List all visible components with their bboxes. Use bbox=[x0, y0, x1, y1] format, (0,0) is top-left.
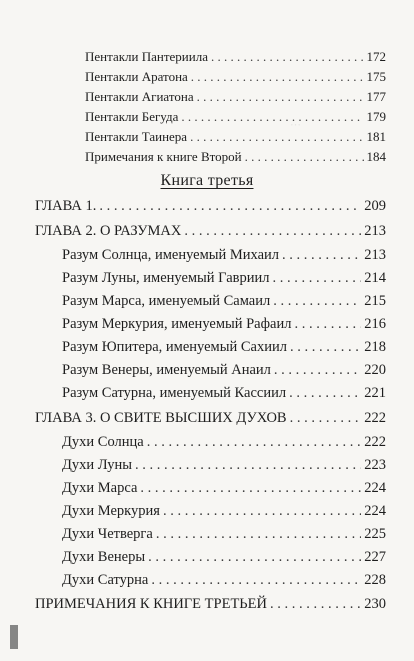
dot-leader bbox=[211, 49, 364, 65]
toc-entry-page: 227 bbox=[364, 549, 386, 565]
toc-entry[interactable] bbox=[62, 385, 386, 402]
toc-entry-page: 181 bbox=[366, 129, 386, 144]
dot-leader bbox=[156, 526, 361, 543]
dot-leader bbox=[245, 149, 364, 165]
toc-entry-page: 220 bbox=[364, 362, 386, 378]
dot-leader bbox=[294, 316, 361, 333]
toc-entry-label: Пентакли Бегуда bbox=[85, 109, 179, 124]
dot-leader bbox=[151, 572, 361, 589]
toc-entry[interactable] bbox=[62, 549, 386, 566]
toc-entry-label: Пентакли Пантериила bbox=[85, 49, 208, 64]
toc-entry[interactable] bbox=[85, 49, 386, 65]
book-three-heading: Книга третья bbox=[160, 172, 254, 189]
dot-leader bbox=[190, 129, 363, 145]
toc-entry[interactable] bbox=[62, 362, 386, 379]
toc-entry-label: Разум Юпитера, именуемый Сахиил bbox=[62, 339, 287, 355]
dot-leader bbox=[290, 410, 362, 427]
toc-entry[interactable] bbox=[85, 129, 386, 145]
dot-leader bbox=[140, 480, 361, 497]
toc-entry-label: Духи Четверга bbox=[62, 526, 153, 542]
dot-leader bbox=[197, 89, 364, 105]
toc-entry-page: 228 bbox=[364, 572, 386, 588]
toc-entry[interactable] bbox=[85, 109, 386, 125]
toc-entry-page: 225 bbox=[364, 526, 386, 542]
toc-entry-label: Духи Меркурия bbox=[62, 503, 160, 519]
dot-leader bbox=[181, 109, 363, 125]
toc-entry[interactable] bbox=[62, 247, 386, 264]
toc-entry-label: Духи Сатурна bbox=[62, 572, 149, 588]
toc-entry[interactable] bbox=[62, 480, 386, 497]
toc-entry-page: 223 bbox=[364, 457, 386, 473]
toc-entry[interactable] bbox=[62, 457, 386, 474]
toc-entry[interactable] bbox=[62, 526, 386, 543]
toc-entry-label: Пентакли Аратона bbox=[85, 69, 188, 84]
toc-entry-label: Пентакли Таинера bbox=[85, 129, 188, 144]
toc-chapter-page: 222 bbox=[364, 410, 386, 426]
toc-entry[interactable] bbox=[85, 69, 386, 85]
toc-entry-page: 224 bbox=[364, 503, 386, 519]
toc-entry[interactable] bbox=[62, 434, 386, 451]
dot-leader bbox=[99, 198, 361, 215]
toc-entry-label: Духи Марса bbox=[62, 480, 138, 496]
toc-chapter-label: ГЛАВА 3. О СВИТЕ ВЫСШИХ ДУХОВ bbox=[35, 410, 287, 426]
dot-leader bbox=[270, 596, 361, 613]
toc-entry-page: 179 bbox=[366, 109, 386, 124]
toc-entry-label: Разум Венеры, именуемый Анаил bbox=[62, 362, 271, 378]
toc-entry[interactable] bbox=[62, 339, 386, 356]
toc-entry-page: 218 bbox=[364, 339, 386, 355]
toc-entry-page: 216 bbox=[364, 316, 386, 332]
toc-chapter-3[interactable] bbox=[35, 410, 386, 427]
toc-chapter-page: 213 bbox=[364, 223, 386, 239]
toc-entry-page: 222 bbox=[364, 434, 386, 450]
toc-entry-page: 184 bbox=[366, 149, 386, 164]
dot-leader bbox=[148, 549, 361, 566]
toc-entry-page: 224 bbox=[364, 480, 386, 496]
toc-entry-page: 215 bbox=[364, 293, 386, 309]
dot-leader bbox=[135, 457, 361, 474]
toc-entry[interactable] bbox=[62, 316, 386, 333]
dot-leader bbox=[147, 434, 362, 451]
dot-leader bbox=[273, 293, 361, 310]
toc-chapter-label: ГЛАВА 1. bbox=[35, 198, 97, 214]
toc-entry[interactable] bbox=[85, 149, 386, 165]
dot-leader bbox=[290, 339, 361, 356]
toc-chapter-page: 230 bbox=[364, 596, 386, 612]
toc-notes-book-three[interactable] bbox=[35, 596, 386, 613]
dot-leader bbox=[191, 69, 364, 85]
toc-entry[interactable] bbox=[62, 270, 386, 287]
dot-leader bbox=[273, 270, 362, 287]
dot-leader bbox=[274, 362, 361, 379]
dot-leader bbox=[184, 223, 361, 240]
toc-entry-label: Разум Марса, именуемый Самаил bbox=[62, 293, 271, 309]
toc-entry-label: Пентакли Агиатона bbox=[85, 89, 194, 104]
toc-entry[interactable] bbox=[62, 293, 386, 310]
toc-entry[interactable] bbox=[62, 572, 386, 589]
toc-entry-label: Разум Солнца, именуемый Михаил bbox=[62, 247, 280, 263]
toc-entry-label: Разум Меркурия, именуемый Рафаил bbox=[62, 316, 292, 332]
toc-entry[interactable] bbox=[85, 89, 386, 105]
toc-chapter-page: 209 bbox=[364, 198, 386, 214]
toc-chapter-2[interactable] bbox=[35, 223, 386, 240]
toc-entry-label: Разум Луны, именуемый Гавриил bbox=[62, 270, 270, 286]
bleed-through-mark: ⋯ bbox=[290, 119, 301, 131]
toc-entry-label: Духи Луны bbox=[62, 457, 133, 473]
toc-entry-page: 221 bbox=[364, 385, 386, 401]
toc-chapter-label: ГЛАВА 2. О РАЗУМАХ bbox=[35, 223, 182, 239]
toc-entry-page: 214 bbox=[364, 270, 386, 286]
toc-entry-label: Разум Сатурна, именуемый Кассиил bbox=[62, 385, 287, 401]
page-edge-mark bbox=[10, 625, 18, 649]
toc-entry-page: 177 bbox=[366, 89, 386, 104]
dot-leader bbox=[163, 503, 361, 520]
toc-entry-page: 175 bbox=[366, 69, 386, 84]
dot-leader bbox=[282, 247, 361, 264]
toc-entry-label: Духи Венеры bbox=[62, 549, 146, 565]
toc-entry-label: Примечания к книге Второй bbox=[85, 149, 242, 164]
toc-chapter-label: ПРИМЕЧАНИЯ К КНИГЕ ТРЕТЬЕЙ bbox=[35, 596, 267, 612]
toc-entry-label: Духи Солнца bbox=[62, 434, 144, 450]
toc-entry-page: 172 bbox=[366, 49, 386, 64]
toc-entry[interactable] bbox=[62, 503, 386, 520]
toc-entry-page: 213 bbox=[364, 247, 386, 263]
dot-leader bbox=[289, 385, 361, 402]
toc-chapter-1[interactable] bbox=[35, 198, 386, 215]
